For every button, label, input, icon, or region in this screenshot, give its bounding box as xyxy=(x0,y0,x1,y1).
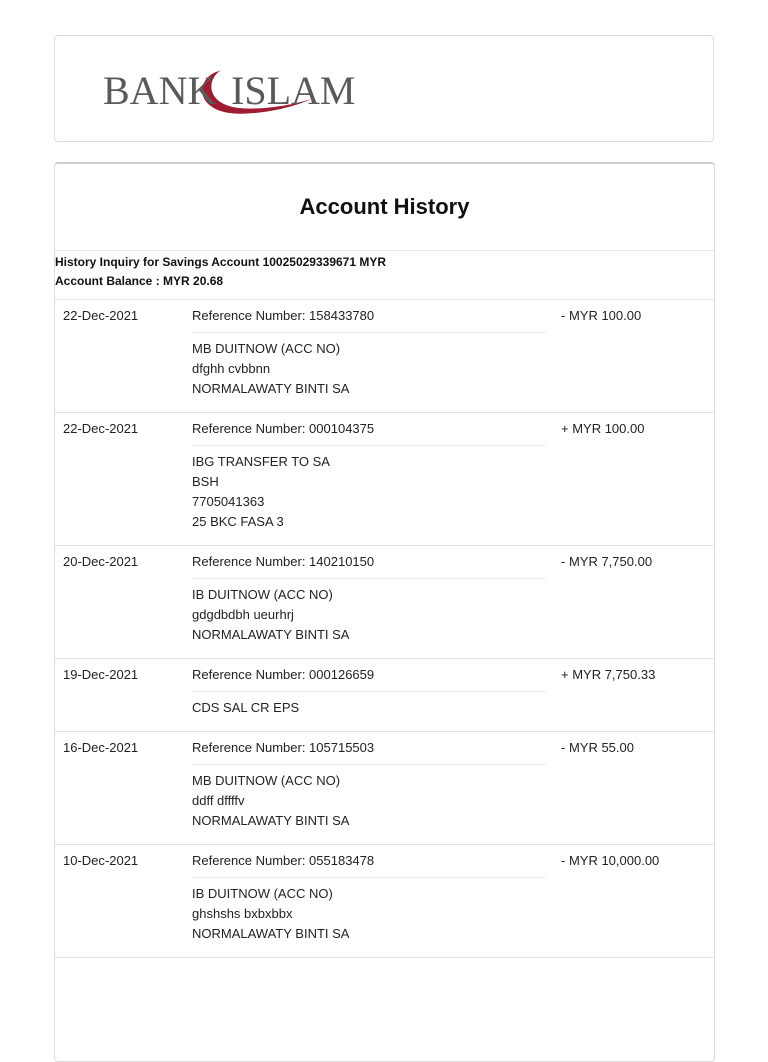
transaction-details xyxy=(192,771,349,831)
logo-card xyxy=(54,35,714,142)
transaction-detail-line: ddff dffffv xyxy=(192,793,245,808)
transaction-row xyxy=(55,659,714,732)
transaction-amount: - MYR 10,000.00 xyxy=(561,853,660,868)
account-inquiry-line: History Inquiry for Savings Account 10025029339671 MYR xyxy=(55,255,387,269)
transaction-detail-line: dfghh cvbbnn xyxy=(192,361,271,376)
transaction-detail-line: NORMALAWATY BINTI SA xyxy=(192,926,350,941)
transaction-details xyxy=(192,698,299,718)
transaction-reference: Reference Number: 000104375 xyxy=(192,421,375,436)
transaction-amount: - MYR 100.00 xyxy=(561,308,642,323)
reference-divider xyxy=(192,578,546,579)
transaction-date: 19-Dec-2021 xyxy=(63,667,139,682)
bank-islam-logo xyxy=(101,55,371,125)
transaction-detail-line: MB DUITNOW (ACC NO) xyxy=(192,341,341,356)
transaction-detail-line: CDS SAL CR EPS xyxy=(192,700,300,715)
transaction-row xyxy=(55,300,714,413)
transaction-reference: Reference Number: 105715503 xyxy=(192,740,375,755)
reference-divider xyxy=(192,332,546,333)
transaction-detail-line: IB DUITNOW (ACC NO) xyxy=(192,587,333,602)
transaction-detail-line: ghshshs bxbxbbx xyxy=(192,906,293,921)
page-title: Account History xyxy=(299,194,470,219)
transaction-row xyxy=(55,546,714,659)
title-divider xyxy=(55,250,714,251)
transaction-details xyxy=(192,339,349,399)
account-summary xyxy=(55,253,386,291)
reference-divider xyxy=(192,691,546,692)
transaction-amount: + MYR 7,750.33 xyxy=(561,667,656,682)
transaction-date: 10-Dec-2021 xyxy=(63,853,139,868)
transaction-date: 22-Dec-2021 xyxy=(63,421,139,436)
account-history-card xyxy=(54,162,715,1062)
transaction-row xyxy=(55,732,714,845)
transaction-detail-line: NORMALAWATY BINTI SA xyxy=(192,627,350,642)
transaction-row xyxy=(55,845,714,958)
transaction-reference: Reference Number: 055183478 xyxy=(192,853,375,868)
transaction-amount: - MYR 55.00 xyxy=(561,740,634,755)
transaction-detail-line: IBG TRANSFER TO SA xyxy=(192,454,330,469)
transaction-detail-line: MB DUITNOW (ACC NO) xyxy=(192,773,341,788)
transaction-date: 16-Dec-2021 xyxy=(63,740,139,755)
transaction-detail-line: NORMALAWATY BINTI SA xyxy=(192,813,350,828)
transaction-detail-line: 25 BKC FASA 3 xyxy=(192,514,284,529)
account-balance-line: Account Balance : MYR 20.68 xyxy=(55,274,224,288)
logo-text-islam: ISLAM xyxy=(231,68,356,113)
transaction-details xyxy=(192,884,349,944)
transaction-reference: Reference Number: 000126659 xyxy=(192,667,375,682)
transaction-detail-line: gdgdbdbh ueurhrj xyxy=(192,607,294,622)
reference-divider xyxy=(192,877,546,878)
logo-text-bank: BANK xyxy=(103,68,217,113)
transaction-date: 22-Dec-2021 xyxy=(63,308,139,323)
transaction-reference: Reference Number: 140210150 xyxy=(192,554,375,569)
transaction-date: 20-Dec-2021 xyxy=(63,554,139,569)
transaction-amount: + MYR 100.00 xyxy=(561,421,645,436)
reference-divider xyxy=(192,764,546,765)
transaction-reference: Reference Number: 158433780 xyxy=(192,308,375,323)
transaction-detail-line: IB DUITNOW (ACC NO) xyxy=(192,886,333,901)
transaction-detail-line: BSH xyxy=(192,474,219,489)
transaction-details xyxy=(192,585,349,645)
transaction-row xyxy=(55,413,714,546)
reference-divider xyxy=(192,445,546,446)
transaction-details xyxy=(192,452,330,532)
transaction-detail-line: NORMALAWATY BINTI SA xyxy=(192,381,350,396)
transaction-detail-line: 7705041363 xyxy=(192,494,265,509)
transaction-amount: - MYR 7,750.00 xyxy=(561,554,653,569)
